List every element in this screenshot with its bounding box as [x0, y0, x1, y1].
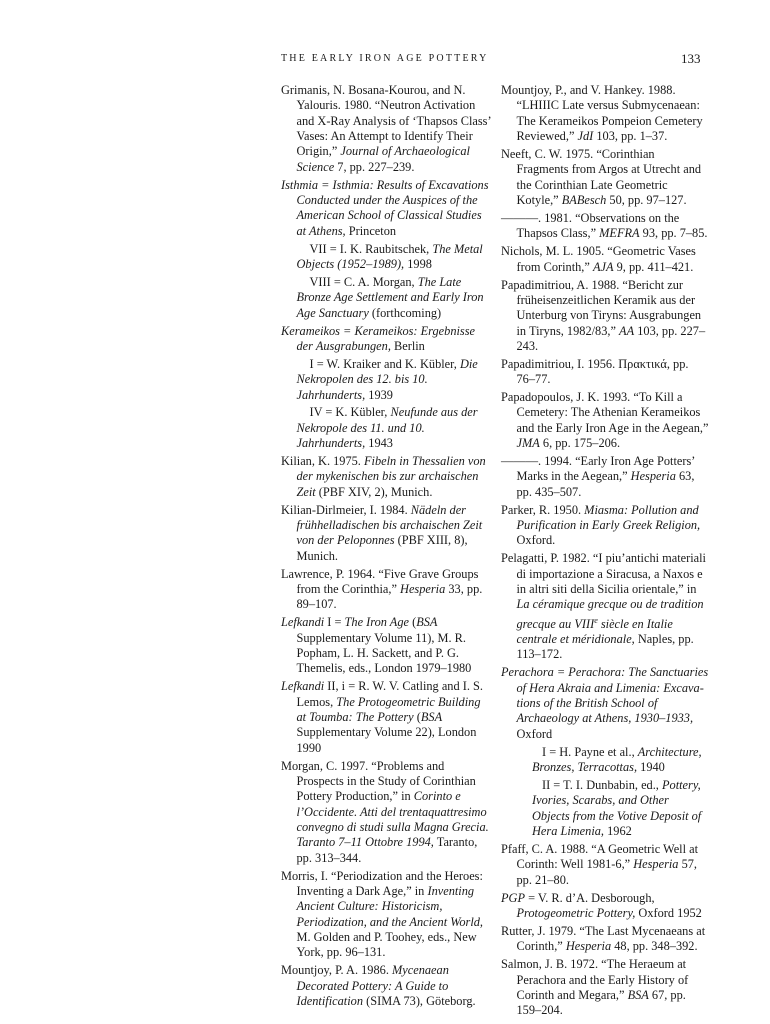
entry-text: Rutter, J. 1979. “The Last Mycenaeans at Corinth,”	[501, 923, 706, 954]
bibliography-entry	[281, 869, 491, 961]
entry-text: Berlin	[390, 338, 425, 353]
entry-text: Nichols, M. L. 1905. “Geometric Vases from Corinth,”	[501, 244, 696, 274]
entry-text: Morgan, C. 1997. “Problems and Prospects in the Study of Corinthian Pottery Production,” in	[281, 758, 476, 804]
italic-text: JdI	[577, 129, 594, 144]
entry-text: Grimanis, N. Bosana-Kourou, and N. Yalouris. 1980. “Neutron Activation and X-Ray Analysis of ‘Thapsos Class’ Vases: An Attempt to Identify Their Origin,”	[281, 83, 491, 159]
page-number: 133	[681, 51, 701, 66]
bibliography-entry	[281, 454, 491, 500]
entry-text: 1939	[365, 387, 393, 402]
entry-text: (	[413, 709, 421, 724]
bibliography-column-right	[501, 83, 709, 1021]
bibliography-subentry	[501, 778, 709, 839]
entry-text: Oxford	[516, 726, 553, 741]
italic-text: Isthmia = Isthmia: Results of Excavations Conducted under the Auspices of the American School of Classical Studies at Athens,	[281, 177, 489, 238]
entry-text: I = W. Kraiker and K. Kübler,	[309, 356, 460, 371]
italic-text: The Metal Objects (1952–1989),	[296, 241, 483, 271]
bibliography-subentry	[281, 275, 491, 321]
bibliography-entry	[501, 83, 709, 144]
entry-text: Salmon, J. B. 1972. “The Heraeum at Perachora and the Early History of Corinth and Megara,”	[501, 957, 689, 1002]
bibliography-entry	[501, 924, 709, 955]
entry-text: Kilian, K. 1975.	[281, 454, 364, 469]
bibliography-entry	[501, 665, 709, 742]
italic-text: The Late Bronze Age Settlement and Early Iron Age Sanctuary	[296, 274, 484, 320]
bibliography-entry	[281, 503, 491, 564]
entry-text: Taranto, pp. 313–344.	[296, 835, 478, 865]
entry-text: 1940	[637, 760, 665, 775]
italic-text: Hesperia	[633, 857, 679, 872]
italic-text: Architecture, Bronzes, Terracottas,	[532, 744, 702, 775]
bibliography-subentry	[281, 405, 491, 451]
italic-text: BSA	[627, 987, 649, 1002]
bibliography-entry	[501, 957, 709, 1018]
italic-text: Fibeln in Thessalien von der mykenischen bis zur archaischen Zeit	[296, 454, 486, 499]
bibliography-entry	[281, 759, 491, 866]
entry-text: (forthcoming)	[368, 305, 442, 320]
italic-text: Hesperia	[400, 582, 446, 596]
entry-text: M. Golden and P. Toohey, eds., New York, pp. 96–131.	[296, 929, 477, 960]
italic-text: Lefkandi	[281, 615, 325, 630]
italic-text: BSA	[416, 615, 438, 630]
italic-text: Mycenaean Decorated Pottery: A Guide to Identification	[296, 963, 449, 1008]
entry-text: (SIMA 73), Göteborg.	[363, 993, 476, 1008]
entry-text: Princeton	[345, 223, 397, 238]
bibliography-entry	[501, 147, 709, 208]
entry-text: IV = K. Kübler,	[309, 405, 391, 420]
entry-text: (	[409, 615, 417, 630]
entry-text: I =	[324, 615, 345, 630]
entry-text: 67, pp. 159–204.	[516, 987, 686, 1018]
entry-text: 33, pp. 89–107.	[296, 582, 483, 612]
italic-text: The Protogeometric Building at Toumba: The Pottery	[296, 694, 481, 724]
entry-text: 6, pp. 175–206.	[539, 436, 621, 451]
entry-text: Oxford 1952	[635, 905, 702, 920]
italic-text: Perachora = Perachora: The Sanctuaries of Hera Akraia and Limenia: Excavations of the British School of Archaeology at Athens, 1930–1933,	[501, 665, 709, 726]
bibliography-entry	[501, 454, 709, 500]
italic-text: Hesperia	[630, 469, 676, 484]
entry-text: Morris, I. “Periodization and the Heroes: Inventing a Dark Age,” in	[281, 868, 483, 898]
italic-text: Hesperia	[565, 939, 612, 954]
running-header-title: THE EARLY IRON AGE POTTERY	[281, 53, 489, 64]
entry-text: 103, pp. 1–37.	[593, 129, 668, 144]
italic-text: Nädeln der frühhelladischen bis archaischen Zeit von der Peloponnes	[296, 502, 483, 548]
entry-text: 57, pp. 21–80.	[516, 857, 697, 887]
entry-text: e	[594, 615, 598, 625]
entry-text: (PBF XIV, 2), Munich.	[315, 484, 433, 499]
bibliography-entry	[501, 357, 709, 388]
entry-text: ———. 1981. “Observations on the Thapsos Class,”	[501, 210, 680, 241]
entry-text: II = T. I. Dunbabin, ed.,	[542, 778, 662, 793]
entry-text: 9, pp. 411–421.	[613, 259, 694, 274]
italic-text: AA	[619, 323, 635, 338]
italic-text: The Iron Age	[344, 615, 410, 630]
entry-text: Parker, R. 1950.	[501, 502, 585, 517]
entry-text: Naples, pp. 113–172.	[516, 632, 694, 662]
entry-text: 48, pp. 348–392.	[611, 939, 698, 954]
entry-text: 1998	[404, 256, 432, 271]
italic-text: BSA	[420, 709, 443, 724]
entry-text: Lawrence, P. 1964. “Five Grave Groups from the Corinthia,”	[281, 566, 479, 596]
italic-text: Pottery, Ivories, Scarabs, and Other Objects from the Votive Deposit of Hera Limenia,	[532, 778, 702, 839]
entry-text: Pelagatti, P. 1982. “I piu’antichi materiali di importazione a Siracusa, a Naxos e in altri siti della Sicilia orientale,” in	[501, 551, 706, 596]
entry-text: 63, pp. 435–507.	[516, 469, 695, 499]
entry-text: 93, pp. 7–85.	[639, 226, 708, 241]
italic-text: Miasma: Pollution and Purification in Early Greek Religion,	[516, 502, 701, 533]
italic-text: Lefkandi	[281, 679, 325, 694]
italic-text: siècle en Italie centrale et méridionale,	[516, 616, 673, 647]
bibliography-entry	[501, 211, 709, 242]
entry-text: Papadimitriou, I. 1956. Πρακτικά, pp. 76–77.	[501, 356, 689, 387]
bibliography-subentry	[501, 745, 709, 776]
entry-text: ———. 1994. “Early Iron Age Potters’ Marks in the Aegean,”	[501, 454, 695, 484]
bibliography-entry	[501, 390, 709, 451]
bibliography-entry	[281, 178, 491, 239]
entry-text: Supplementary Volume 11), M. R. Popham, L. H. Sackett, and P. G. Themelis, eds., London 1979–1980	[296, 630, 472, 676]
entry-text: Kilian-Dirlmeier, I. 1984.	[281, 502, 411, 517]
bibliography-entry	[501, 551, 709, 663]
bibliography-entry	[501, 278, 709, 355]
italic-text: JMA	[516, 436, 540, 451]
bibliography-entry	[281, 83, 491, 175]
entry-text: VIII = C. A. Morgan,	[309, 274, 418, 289]
entry-text: Supplementary Volume 22), London 1990	[296, 725, 477, 755]
entry-text: = V. R. d’A. Desborough,	[525, 890, 655, 905]
entry-text: 1962	[604, 824, 632, 839]
bibliography-entry	[281, 679, 491, 756]
entry-text: II, i = R. W. V. Catling and I. S. Lemos,	[296, 679, 483, 709]
italic-text: Neufunde aus der Nekropole des 11. und 10. Jahrhunderts,	[296, 405, 478, 451]
italic-text: PGP	[501, 890, 525, 905]
bibliography-subentry	[281, 357, 491, 403]
italic-text: Die Nekropolen des 12. bis 10. Jahrhunderts,	[296, 356, 478, 402]
entry-text: Oxford.	[516, 533, 556, 548]
entry-text: Pfaff, C. A. 1988. “A Geometric Well at Corinth: Well 1981-6,”	[501, 841, 699, 872]
italic-text: Protogeometric Pottery,	[516, 905, 636, 920]
entry-text: 1943	[365, 436, 393, 451]
bibliography-column-left	[281, 83, 491, 1012]
entry-text: I = H. Payne et al.,	[542, 744, 638, 759]
italic-text: MEFRA	[599, 226, 640, 241]
italic-text: AJA	[592, 259, 614, 274]
italic-text: Corinto e l’Occidente. Atti del trentaquattresimo convegno di studi sulla Magna Grecia. Taranto 7–11 Ottobre 1994,	[296, 789, 489, 850]
entry-text: Mountjoy, P., and V. Hankey. 1988. “LHIIIC Late versus Submycenaean: The Kerameikos Pompeion Cemetery Reviewed,”	[501, 83, 703, 144]
italic-text: BABesch	[561, 193, 607, 207]
entry-text: Neeft, C. W. 1975. “Corinthian Fragments from Argos at Utrecht and the Corinthian Late Geometric Kotyle,”	[501, 146, 702, 207]
bibliography-subentry	[281, 242, 491, 273]
bibliography-entry	[501, 842, 709, 888]
italic-text: Inventing Ancient Culture: Historicism, Periodization, and the Ancient World,	[296, 883, 484, 929]
bibliography-entry	[501, 244, 709, 275]
entry-text: Mountjoy, P. A. 1986.	[281, 963, 392, 978]
entry-text: 50, pp. 97–127.	[606, 193, 687, 207]
entry-text: 103, pp. 227–243.	[516, 323, 706, 353]
bibliography-entry	[281, 567, 491, 613]
entry-text: VII = I. K. Raubitschek,	[309, 241, 433, 256]
bibliography-entry	[281, 963, 491, 1009]
bibliography-entry	[501, 891, 709, 922]
entry-text: 7, pp. 227–239.	[334, 159, 415, 174]
italic-text: La céramique grecque ou de tradition grecque au VIII	[516, 597, 704, 631]
bibliography-entry	[281, 324, 491, 355]
entry-text: (PBF XIII, 8), Munich.	[296, 533, 468, 563]
italic-text: Kerameikos = Kerameikos: Ergebnisse der Ausgrabungen,	[281, 323, 476, 353]
italic-text: Journal of Archaeological Science	[296, 144, 470, 174]
bibliography-entry	[281, 615, 491, 676]
entry-text: Papadimitriou, A. 1988. “Bericht zur früheisenzeitlichen Keramik aus der Unterburg von Tiryns: Ausgrabungen in Tiryns, 1982/83,”	[501, 277, 702, 338]
bibliography-entry	[501, 503, 709, 549]
entry-text: Papadopoulos, J. K. 1993. “To Kill a Cemetery: The Athenian Kerameikos and the Early Iron Age in the Aegean,”	[501, 390, 709, 435]
